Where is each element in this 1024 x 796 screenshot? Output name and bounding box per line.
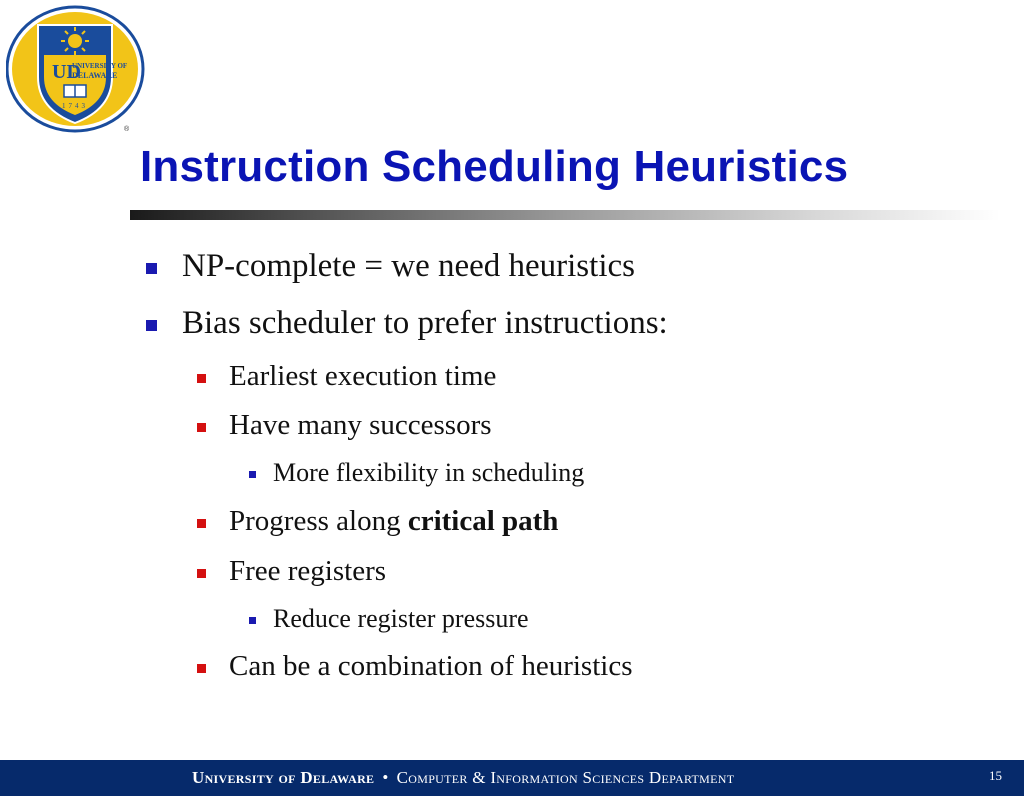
- footer-bar: [0, 760, 1024, 796]
- bullet-text: Progress along: [229, 505, 408, 537]
- bullet-item: [229, 650, 632, 683]
- square-bullet-icon: [146, 320, 157, 331]
- square-bullet-icon: [197, 664, 206, 673]
- bullet-text: Earliest execution time: [229, 360, 497, 392]
- square-bullet-icon: [249, 471, 256, 478]
- bullet-bold-text: critical path: [407, 505, 559, 537]
- footer-separator: •: [382, 768, 389, 787]
- slide-title: Instruction Scheduling Heuristics: [140, 142, 849, 191]
- bullet-item: [182, 248, 635, 285]
- bullet-text: More flexibility in scheduling: [273, 458, 585, 487]
- footer-text: [192, 768, 734, 788]
- square-bullet-icon: [197, 423, 206, 432]
- bullet-text: Have many successors: [229, 409, 492, 441]
- bullet-item: [182, 305, 668, 342]
- footer-department: Computer & Information Sciences Department: [396, 768, 735, 787]
- square-bullet-icon: [146, 263, 157, 274]
- square-bullet-icon: [197, 374, 206, 383]
- square-bullet-icon: [197, 569, 206, 578]
- bullet-text: Bias scheduler to prefer instructions:: [182, 305, 668, 341]
- bullet-text: NP-complete = we need heuristics: [182, 248, 635, 284]
- svg-text:UNIVERSITY OF: UNIVERSITY OF: [72, 62, 128, 70]
- svg-text:1743: 1743: [62, 102, 88, 110]
- bullet-text: Reduce register pressure: [273, 604, 529, 633]
- square-bullet-icon: [197, 519, 206, 528]
- bullet-item: [229, 360, 496, 393]
- square-bullet-icon: [249, 617, 256, 624]
- svg-text:UD: UD: [52, 61, 81, 83]
- bullet-text: Free registers: [229, 555, 387, 587]
- bullet-item: [229, 409, 492, 442]
- svg-text:®: ®: [124, 126, 130, 133]
- bullet-item: [229, 555, 386, 588]
- bullet-item: [273, 458, 584, 488]
- bullet-item: [229, 505, 558, 538]
- page-number: 15: [989, 768, 1002, 783]
- svg-text:DELAWARE: DELAWARE: [72, 71, 118, 80]
- bullet-text: Can be a combination of heuristics: [229, 650, 633, 682]
- footer-university: University of Delaware: [192, 768, 375, 787]
- bullet-item: [273, 604, 529, 634]
